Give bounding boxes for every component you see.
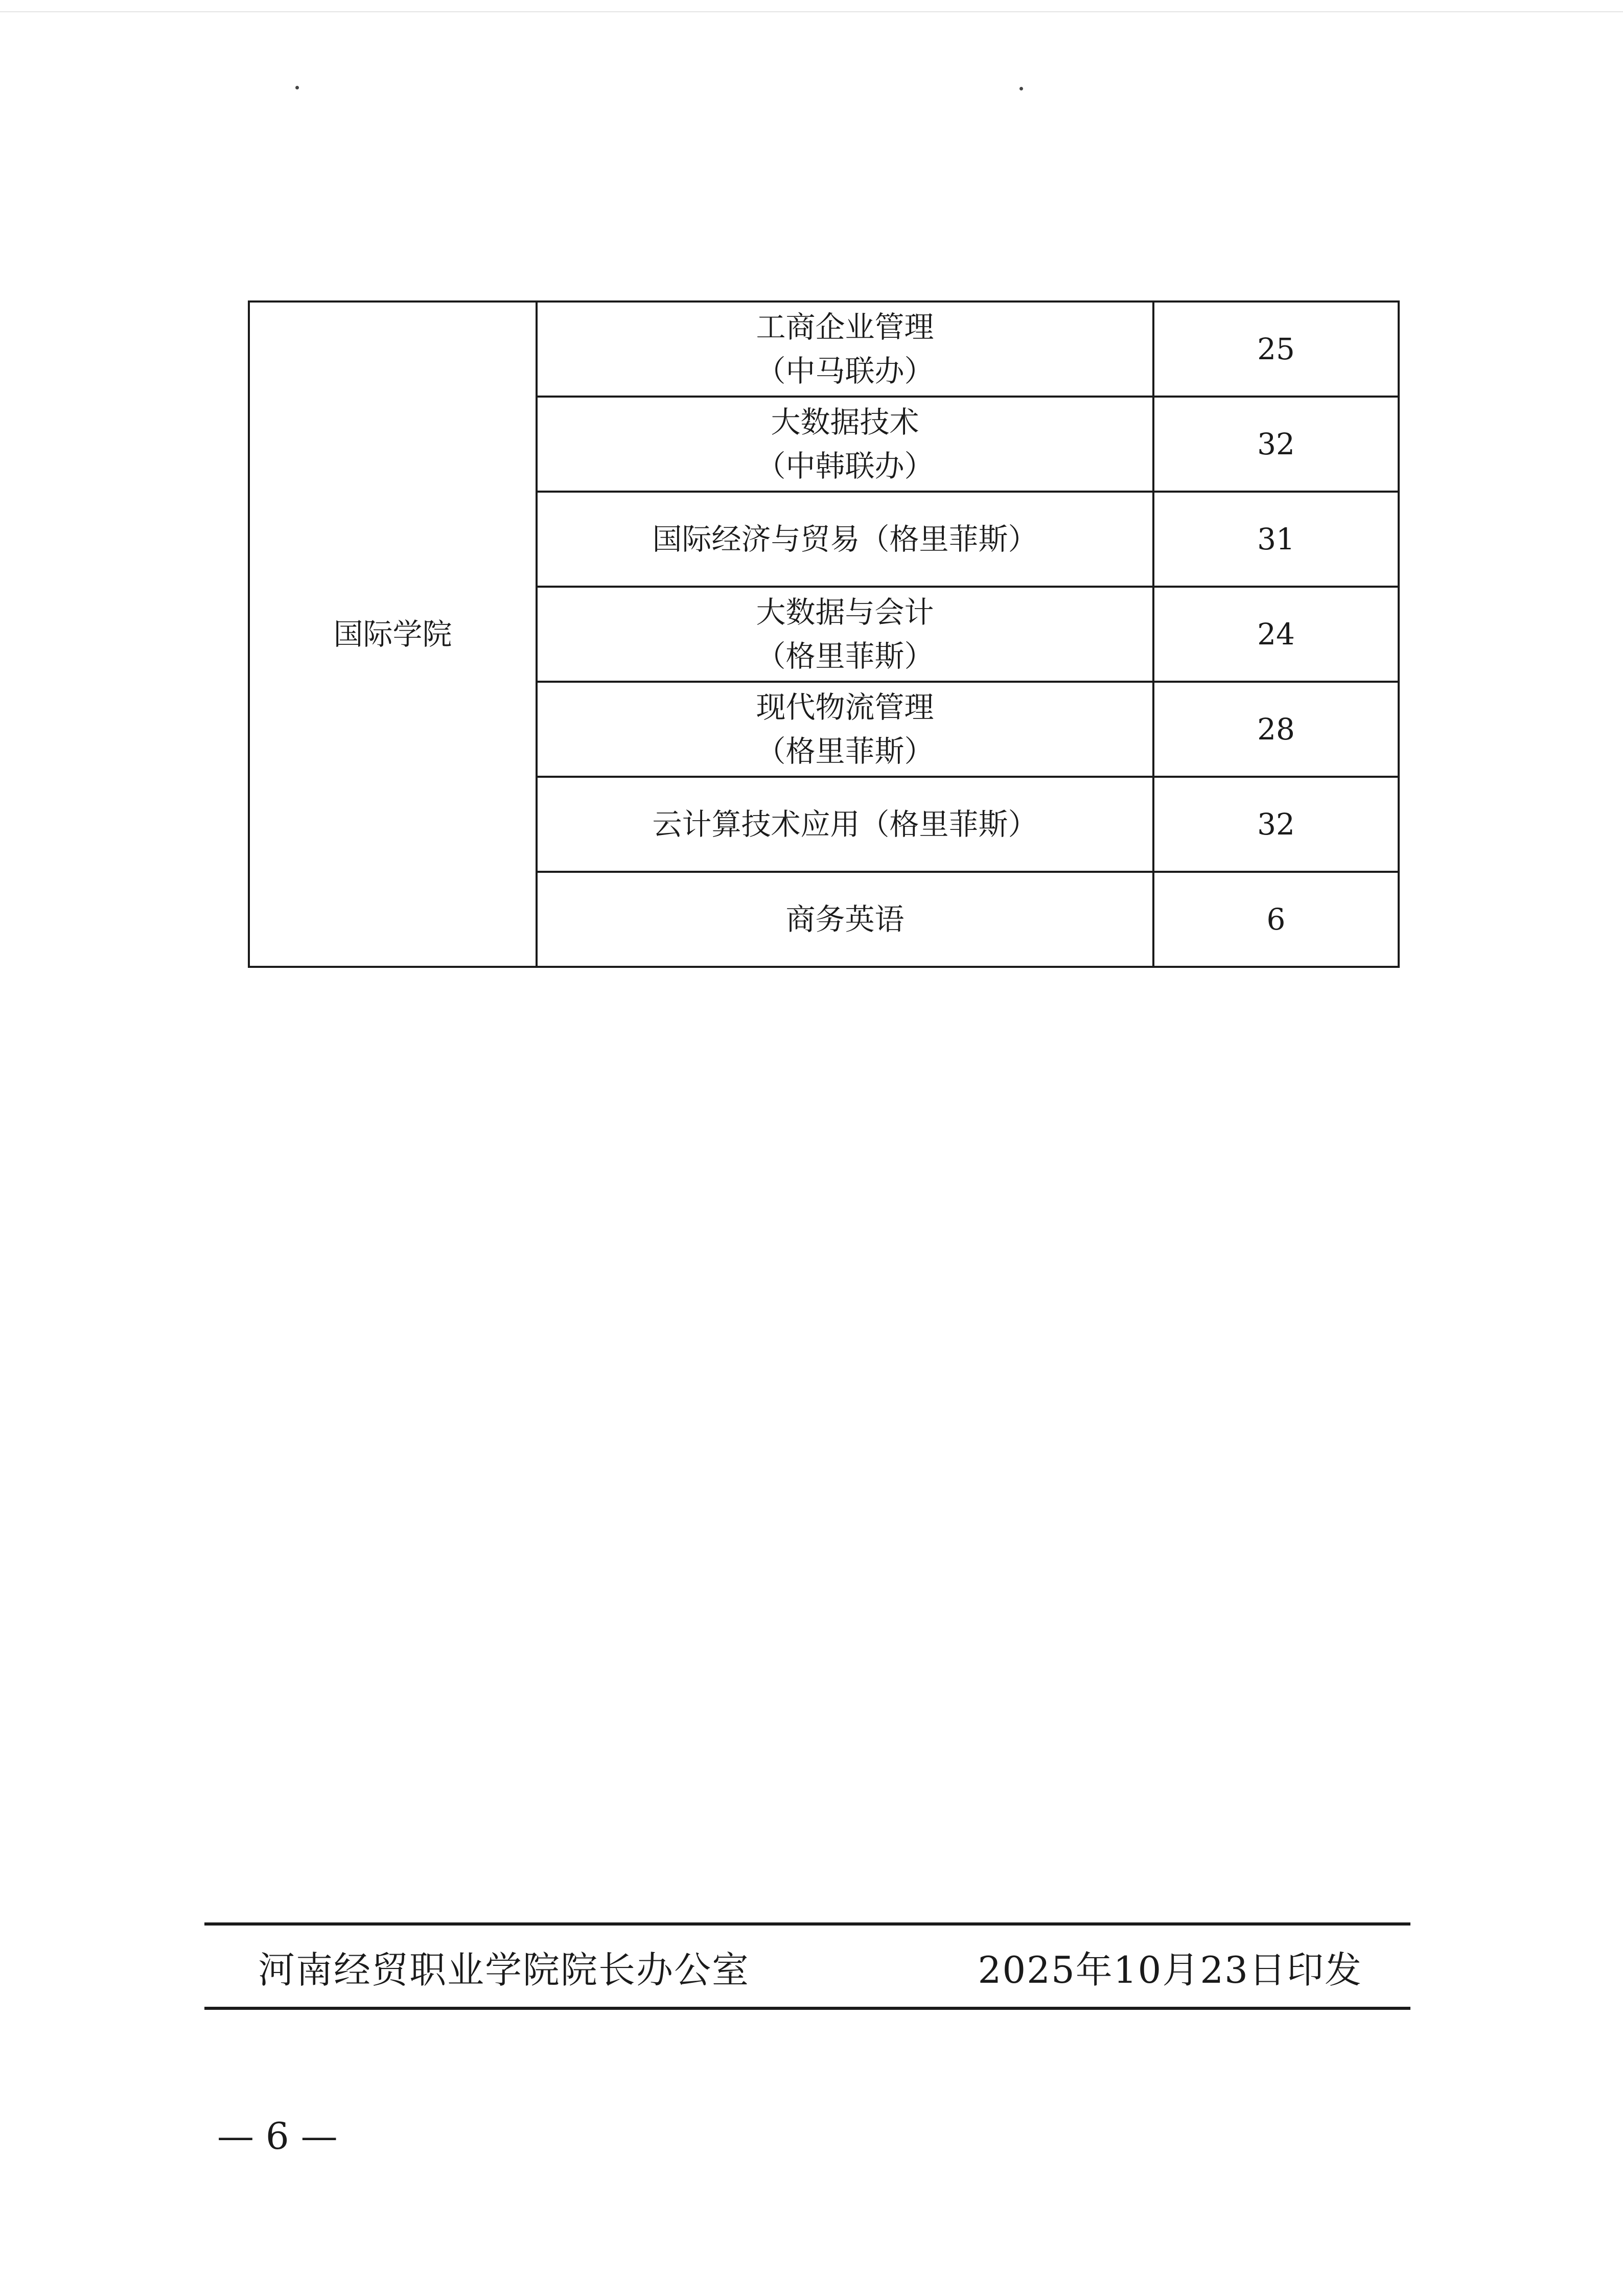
enrollment-count: 6 [1266, 902, 1286, 937]
table-row [249, 302, 1399, 397]
major-cell [537, 872, 1153, 967]
count-cell [1153, 397, 1399, 492]
count-cell [1153, 492, 1399, 587]
enrollment-table [248, 300, 1400, 968]
enrollment-count: 32 [1257, 427, 1295, 461]
count-cell [1153, 777, 1399, 872]
count-cell [1153, 587, 1399, 682]
issuing-office: 河南经贸职业学院院长办公室 [258, 1949, 750, 1991]
major-name: 商务英语 [785, 902, 905, 937]
major-name: 大数据技术 [771, 405, 919, 439]
major-cell [537, 587, 1153, 682]
major-name: 大数据与会计 [756, 595, 934, 630]
page-top-edge [0, 11, 1623, 12]
major-name: 工商企业管理 [756, 310, 934, 344]
major-name: 云计算技术应用（格里菲斯） [652, 807, 1038, 842]
count-cell [1153, 302, 1399, 397]
college-cell [249, 302, 537, 967]
scan-speck [295, 86, 299, 89]
major-name: 现代物流管理 [756, 690, 934, 725]
enrollment-count: 32 [1257, 807, 1295, 842]
college-name: 国际学院 [333, 617, 452, 652]
major-cell [537, 397, 1153, 492]
issue-date: 2025年10月23日印发 [978, 1949, 1362, 1991]
major-cell [537, 492, 1153, 587]
major-cell [537, 302, 1153, 397]
enrollment-count: 31 [1257, 522, 1295, 556]
enrollment-count: 28 [1257, 712, 1295, 747]
major-program-note: （格里菲斯） [756, 734, 934, 769]
count-cell [1153, 872, 1399, 967]
major-program-note: （格里菲斯） [756, 639, 934, 674]
major-name: 国际经济与贸易（格里菲斯） [652, 522, 1038, 556]
count-cell [1153, 682, 1399, 777]
major-cell [537, 777, 1153, 872]
major-cell [537, 682, 1153, 777]
page-number: — 6 — [217, 2115, 338, 2158]
major-program-note: （中马联办） [756, 354, 934, 388]
enrollment-count: 25 [1257, 332, 1295, 366]
scan-speck [1019, 87, 1023, 90]
enrollment-table-body [249, 302, 1399, 967]
major-program-note: （中韩联办） [756, 449, 934, 483]
footer-bottom-rule [204, 2007, 1410, 2010]
enrollment-count: 24 [1257, 617, 1295, 652]
footer-top-rule [204, 1922, 1410, 1926]
